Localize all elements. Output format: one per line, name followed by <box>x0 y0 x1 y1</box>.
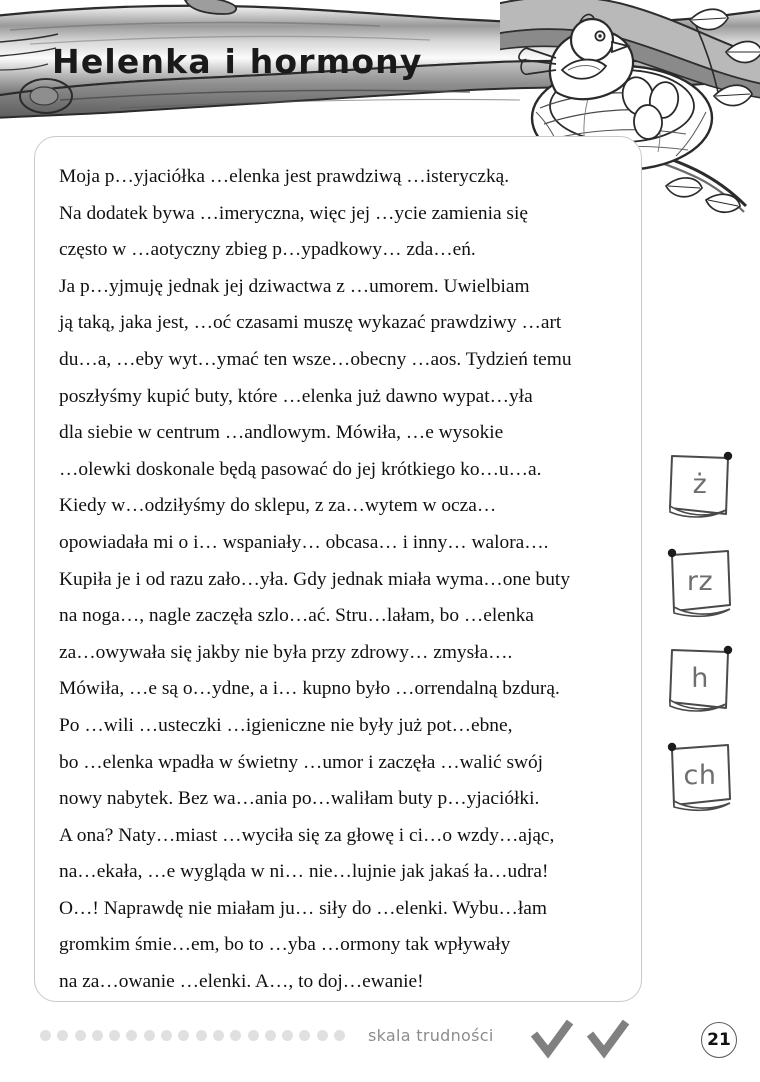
exercise-line: za…owywała się jakby nie była przy zdrowy… zmysła…. <box>59 641 513 663</box>
exercise-line: ją taką, jaka jest, …oć czasami muszę wykazać prawdziwy …art <box>59 312 562 334</box>
difficulty-dot <box>75 1030 86 1041</box>
exercise-line: często w …aotyczny zbieg p…ypadkowy… zda…eń. <box>59 239 476 261</box>
difficulty-dot <box>57 1030 68 1041</box>
difficulty-dot <box>92 1030 103 1041</box>
letter-note-label: ch <box>683 759 717 791</box>
exercise-line: gromkim śmie…em, bo to …yba …ormony tak wpływały <box>59 934 511 956</box>
page-title: Helenka i hormony <box>52 42 423 81</box>
difficulty-dot <box>126 1030 137 1041</box>
exercise-line: opowiadała mi o i… wspaniały… obcasa… i inny… walora…. <box>59 531 549 553</box>
difficulty-dot <box>178 1030 189 1041</box>
difficulty-dot <box>144 1030 155 1041</box>
exercise-line: Po …wili …usteczki …igieniczne nie były już pot…ebne, <box>59 714 513 736</box>
difficulty-dot <box>161 1030 172 1041</box>
letter-note-card[interactable] <box>664 448 736 524</box>
exercise-text <box>59 159 615 1001</box>
difficulty-dot <box>265 1030 276 1041</box>
exercise-line: bo …elenka wpadła w świetny …umor i zaczęła …walić swój <box>59 751 544 773</box>
exercise-line: du…a, …eby wyt…ymać ten wsze…obecny …aos. Tydzień temu <box>59 348 572 370</box>
check-icon <box>530 1020 574 1065</box>
letter-notes-panel <box>664 448 754 836</box>
exercise-line: nowy nabytek. Bez wa…ania po…waliłam buty p…yjaciółki. <box>59 788 540 810</box>
letter-note-label: h <box>691 662 709 694</box>
difficulty-dot <box>248 1030 259 1041</box>
check-icon <box>586 1020 630 1065</box>
exercise-line: na za…owanie …elenki. A…, to doj…ewanie! <box>59 971 424 993</box>
letter-note-label: rz <box>686 565 714 597</box>
difficulty-dot <box>213 1030 224 1041</box>
page-number-badge: 21 <box>701 1022 737 1058</box>
difficulty-scale-label: skala trudności <box>368 1026 494 1045</box>
exercise-line: Kupiła je i od razu zało…yła. Gdy jednak miała wyma…one buty <box>59 568 571 590</box>
exercise-line: Moja p…yjaciółka …elenka jest prawdziwą …isteryczką. <box>59 166 510 187</box>
exercise-line: na…ekała, …e wygląda w ni… nie…lujnie jak jakaś ła…udra! <box>59 861 549 883</box>
letter-note-card[interactable] <box>664 642 736 718</box>
exercise-line: O…! Naprawdę nie miałam ju… siły do …elenki. Wybu…łam <box>59 897 547 919</box>
exercise-line: Ja p…yjmuję jednak jej dziwactwa z …umorem. Uwielbiam <box>59 275 530 297</box>
difficulty-dot <box>317 1030 328 1041</box>
exercise-line: poszłyśmy kupić buty, które …elenka już dawno wypat…yła <box>59 385 533 407</box>
exercise-text-card <box>34 136 642 1002</box>
difficulty-dot <box>109 1030 120 1041</box>
difficulty-dot <box>299 1030 310 1041</box>
difficulty-dot <box>196 1030 207 1041</box>
difficulty-dot <box>282 1030 293 1041</box>
exercise-line: Kiedy w…odziłyśmy do sklepu, z za…wytem w ocza… <box>59 495 497 517</box>
exercise-line: dla siebie w centrum …andlowym. Mówiła, …e wysokie <box>59 422 504 444</box>
letter-note-label: ż <box>692 468 708 500</box>
difficulty-dot <box>230 1030 241 1041</box>
difficulty-dot <box>40 1030 51 1041</box>
exercise-line: Mówiła, …e są o…ydne, a i… kupno było …orrendalną bzdurą. <box>59 678 560 700</box>
exercise-line: …olewki doskonale będą pasować do jej krótkiego ko…u…a. <box>59 458 542 480</box>
page-footer <box>0 1012 760 1068</box>
exercise-line: na noga…, nagle zaczęła szlo…ać. Stru…lałam, bo …elenka <box>59 605 534 627</box>
exercise-line: Na dodatek bywa …imeryczna, więc jej …ycie zamienia się <box>59 202 528 224</box>
difficulty-dot-scale <box>40 1030 345 1041</box>
difficulty-dot <box>334 1030 345 1041</box>
difficulty-checks <box>530 1020 630 1065</box>
letter-note-card[interactable] <box>664 739 736 815</box>
exercise-line: A ona? Naty…miast …wyciła się za głowę i ci…o wzdy…ając, <box>59 824 555 846</box>
letter-note-card[interactable] <box>664 545 736 621</box>
